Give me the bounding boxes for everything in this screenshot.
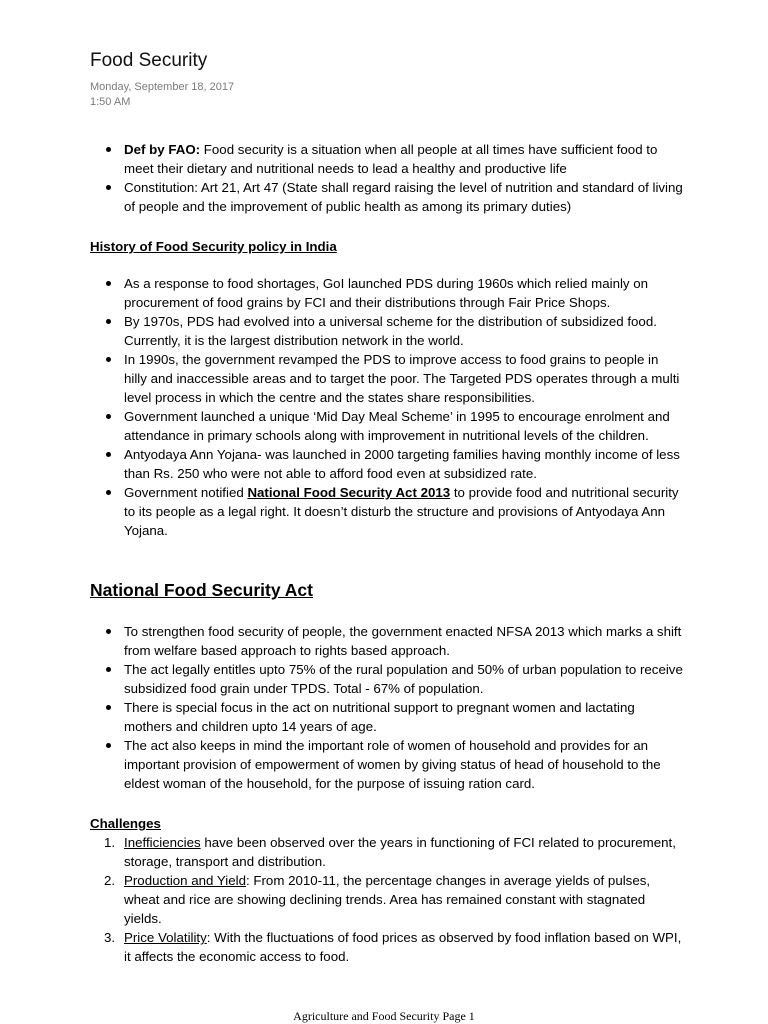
list-item (104, 833, 684, 871)
list-item: The act legally entitles upto 75% of the rural population and 50% of urban population to receive subsidized food grain under TPDS. Total - 67% of population. (104, 660, 684, 698)
list-item (104, 140, 684, 178)
notified-text: Government notified (124, 485, 248, 500)
nfsa-heading: National Food Security Act (90, 580, 313, 600)
item-number: 3. (104, 930, 116, 945)
challenge-text: : With the fluctuations of food prices as observed by food inflation based on WPI, it affects the economic access to food. (124, 930, 682, 964)
item-number: 1. (104, 835, 116, 850)
list-item (104, 178, 684, 216)
list-item: By 1970s, PDS had evolved into a universal scheme for the distribution of subsidized food. Currently, it is the largest distribution network in the world. (104, 312, 684, 350)
list-item: There is special focus in the act on nutritional support to pregnant women and lactating mothers and children upto 14 years of age. (104, 698, 684, 736)
challenge-text: : From 2010-11, the percentage changes in average yields of pulses, wheat and rice are showing declining trends. Area has remained constant with stagnated yields. (124, 873, 651, 926)
challenge-term: Production and Yield (124, 873, 246, 888)
challenge-term: Inefficiencies (124, 835, 201, 850)
list-item (104, 871, 684, 928)
page-date: Monday, September 18, 2017 (90, 81, 235, 93)
history-heading: History of Food Security policy in India (90, 239, 337, 254)
history-list (104, 274, 684, 540)
challenges-heading: Challenges (90, 816, 161, 831)
list-item: As a response to food shortages, GoI launched PDS during 1960s which relied mainly on procurement of food grains by FCI and their distributions through Fair Price Shops. (104, 274, 684, 312)
page-time: 1:50 AM (90, 96, 131, 108)
page-footer: Agriculture and Food Security Page 1 (293, 1009, 475, 1023)
list-item: The act also keeps in mind the important role of women of household and provides for an important provision of empowerment of women by giving status of head of household to the eldest woman of the household, for the purpose of issuing ration card. (104, 736, 684, 793)
intro-list (104, 140, 684, 216)
list-item: To strengthen food security of people, the government enacted NFSA 2013 which marks a shift from welfare based approach to rights based approach. (104, 622, 684, 660)
nfsa-list (104, 622, 684, 793)
list-item: In 1990s, the government revamped the PDS to improve access to food grains to people in hilly and inaccessible areas and to target the poor. The Targeted PDS operates through a multi level process in which the centre and the states share responsibilities. (104, 350, 684, 407)
constitution-text: Constitution: Art 21, Art 47 (State shall regard raising the level of nutrition and standard of living of people and the improvement of public health as among its primary duties) (124, 180, 683, 214)
list-item: Government launched a unique ‘Mid Day Meal Scheme’ in 1995 to encourage enrolment and attendance in primary schools along with improvement in nutritional levels of the children. (104, 407, 684, 445)
page-title: Food Security (90, 50, 208, 71)
challenge-text: have been observed over the years in functioning of FCI related to procurement, storage, transport and distribution. (124, 835, 676, 869)
list-item: Antyodaya Ann Yojana- was launched in 2000 targeting families having monthly income of less than Rs. 250 who were not able to afford food even at subsidized rate. (104, 445, 684, 483)
list-item (104, 483, 684, 540)
challenges-list (104, 833, 684, 966)
item-number: 2. (104, 873, 116, 888)
nfsa-2013-link[interactable]: National Food Security Act 2013 (247, 485, 451, 500)
fao-definition-text: Food security is a situation when all people at all times have sufficient food to meet their dietary and nutritional needs to lead a healthy and productive life (124, 142, 658, 176)
challenge-term: Price Volatility (124, 930, 207, 945)
list-item (104, 928, 684, 966)
notified-text-rest: to provide food and nutritional security to its people as a legal right. It doesn’t disturb the structure and provisions of Antyodaya Ann Yojana. (124, 485, 679, 538)
fao-definition-label: Def by FAO: (124, 142, 201, 157)
